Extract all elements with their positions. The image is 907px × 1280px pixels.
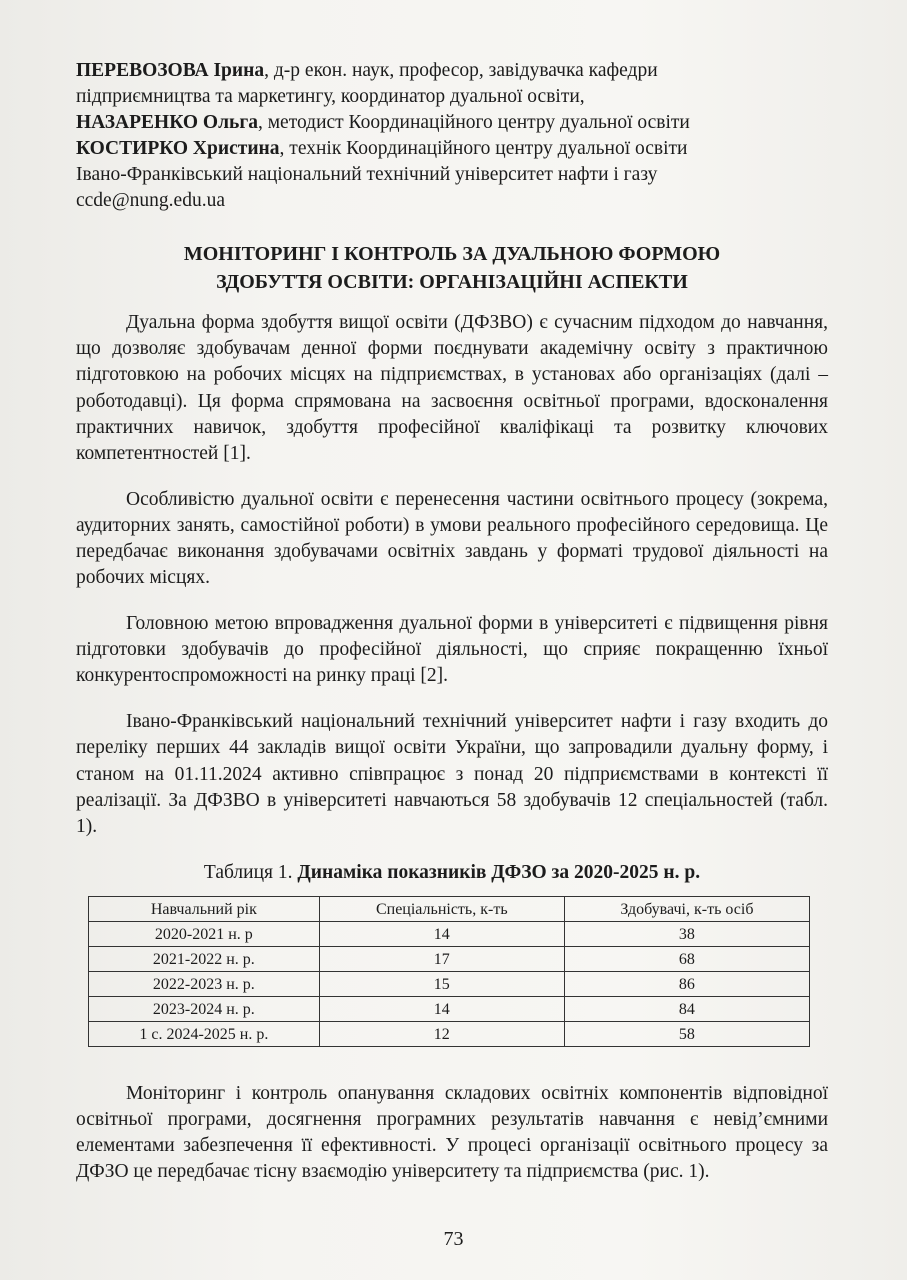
author-name: ПЕРЕВОЗОВА Ірина (76, 60, 265, 81)
table-cell: 2021-2022 н. р. (89, 946, 320, 971)
author-line (76, 84, 828, 110)
table-cell: 14 (319, 996, 564, 1021)
table-cell: 14 (319, 921, 564, 946)
table-caption (76, 860, 828, 886)
article-title (76, 240, 828, 296)
author-line (76, 136, 828, 162)
author-name: НАЗАРЕНКО Ольга (76, 112, 258, 133)
paragraph: Особливістю дуальної освіти є перенесення частини освітнього процесу (зокрема, аудиторних занять, самостійної роботи) в умови реального професійного середовища. Це передбачає виконання здобувачами освітніх завдань у форматі трудової діяльності на робочих місцях. (76, 488, 828, 589)
table-caption-prefix: Таблиця 1. (203, 861, 298, 883)
table-cell: 2020-2021 н. р (89, 921, 320, 946)
title-line: ЗДОБУТТЯ ОСВІТИ: ОРГАНІЗАЦІЙНІ АСПЕКТИ (216, 271, 688, 293)
table-cell: 68 (564, 946, 809, 971)
table-cell: 2022-2023 н. р. (89, 971, 320, 996)
table-cell: 84 (564, 996, 809, 1021)
table-cell: 58 (564, 1021, 809, 1046)
table-cell: 17 (319, 946, 564, 971)
table-cell: 38 (564, 921, 809, 946)
data-table (88, 896, 810, 1047)
authors-block (76, 58, 828, 214)
table-cell: 86 (564, 971, 809, 996)
paragraph: Головною метою впровадження дуальної форми в університеті є підвищення рівня підготовки здобувачів до професійної діяльності, що сприяє покращенню їхньої конкурентоспроможності на ринку праці [2]. (76, 613, 828, 687)
author-name: КОСТИРКО Христина (76, 138, 280, 159)
table-caption-title: Динаміка показників ДФЗО за 2020-2025 н. р. (297, 861, 701, 883)
table-cell: 1 с. 2024-2025 н. р. (89, 1021, 320, 1046)
column-header: Спеціальність, к-ть (319, 896, 564, 921)
paragraph: Моніторинг і контроль опанування складових освітніх компонентів відповідної освітньої програми, досягнення програмних результатів навчання є невід’ємними елементами забезпечення її ефективності. У процесі організації освітнього процесу за ДФЗО це передбачає тісну взаємодію університету та підприємства (рис. 1). (76, 1082, 828, 1183)
table-cell: 15 (319, 971, 564, 996)
table-row (89, 996, 810, 1021)
page-content (76, 58, 828, 1205)
author-line (76, 58, 828, 84)
table-cell: 12 (319, 1021, 564, 1046)
author-line (76, 110, 828, 136)
page-number: 73 (443, 1228, 464, 1250)
title-line: МОНІТОРИНГ І КОНТРОЛЬ ЗА ДУАЛЬНОЮ ФОРМОЮ (183, 243, 721, 265)
author-details: , д-р екон. наук, професор, завідувачка кафедри (264, 60, 658, 81)
author-details: підприємництва та маркетингу, координатор дуальної освіти, (76, 86, 585, 107)
table-header-row (89, 896, 810, 921)
affiliation: Івано-Франківський національний технічний університет нафти і газу (76, 164, 658, 185)
table-row (89, 946, 810, 971)
author-details: , методист Координаційного центру дуальної освіти (257, 112, 690, 133)
paragraph: Івано-Франківський національний технічний університет нафти і газу входить до переліку перших 44 закладів вищої освіти України, що запровадили дуальну форму, і станом на 01.11.2024 активно співпрацює з понад 20 підприємствами в контексті її реалізації. За ДФЗВО в університеті навчаються 58 здобувачів 12 спеціальностей (табл. 1). (76, 711, 828, 837)
author-details: , технік Координаційного центру дуальної освіти (279, 138, 688, 159)
email: ccde@nung.edu.ua (76, 190, 225, 211)
column-header: Здобувачі, к-ть осіб (564, 896, 809, 921)
paragraph: Дуальна форма здобуття вищої освіти (ДФЗВО) є сучасним підходом до навчання, що дозволяє здобувачам денної форми поєднувати академічну освіту з практичною підготовкою на робочих місцях на підприємствах, в установах або організаціях (далі – роботодавці). Ця форма спрямована на засвоєння освітньої програми, вдосконалення практичних навичок, здобуття професійної кваліфікаці та розвитку ключових компетентностей [1]. (76, 312, 828, 465)
table-row (89, 971, 810, 996)
table-cell: 2023-2024 н. р. (89, 996, 320, 1021)
column-header: Навчальний рік (89, 896, 320, 921)
table-row (89, 1021, 810, 1046)
table-row (89, 921, 810, 946)
